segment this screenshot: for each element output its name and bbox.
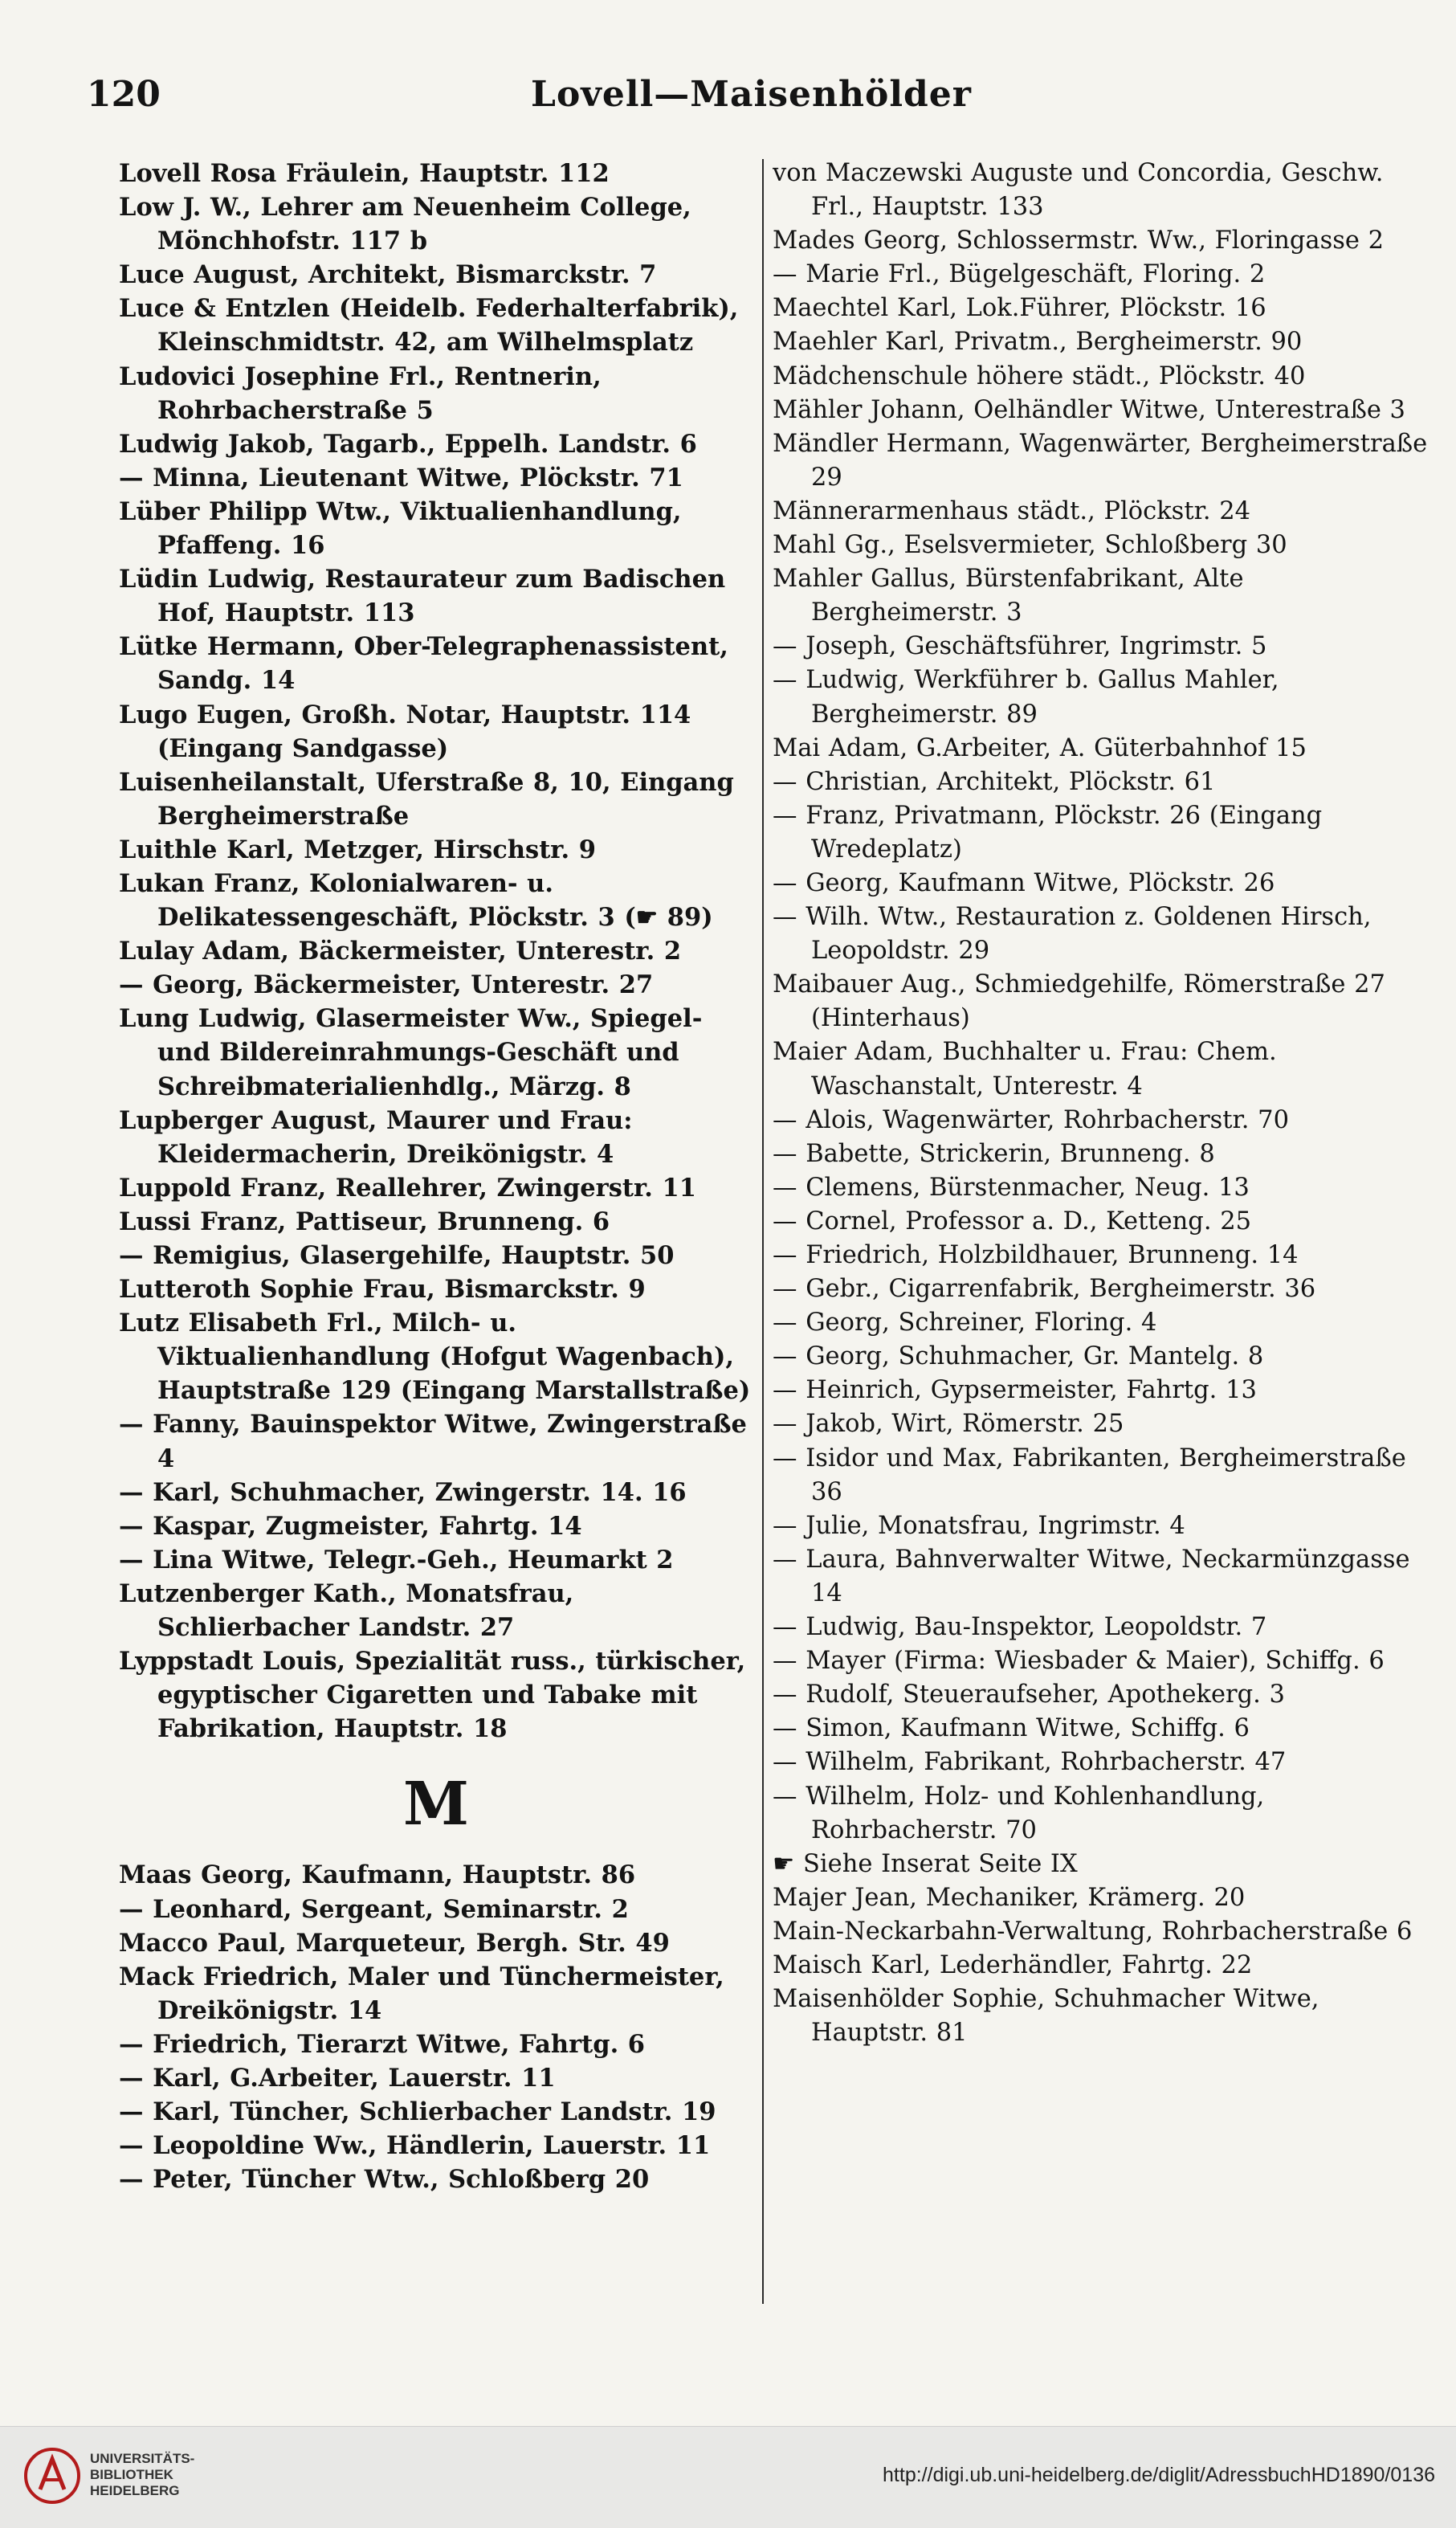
directory-entry: Ludwig Jakob, Tagarb., Eppelh. Landstr. 6 xyxy=(119,429,697,459)
directory-entry: — Minna, Lieutenant Witwe, Plöckstr. 71 xyxy=(119,463,683,492)
directory-entry: — Remigius, Glasergehilfe, Hauptstr. 50 xyxy=(119,1241,675,1270)
directory-entry: Maier Adam, Buchhalter u. Frau: Chem. Waschanstalt, Unterestr. 4 xyxy=(773,1038,1277,1101)
directory-entry: Lupberger August, Maurer und Frau: Kleidermacherin, Dreikönigstr. 4 xyxy=(119,1105,633,1169)
directory-entry: Luisenheilanstalt, Uferstraße 8, 10, Eingang Bergheimerstraße xyxy=(119,767,734,831)
directory-entry: Mähler Johann, Oelhändler Witwe, Unterestraße 3 xyxy=(773,395,1405,424)
directory-entry: Luithle Karl, Metzger, Hirschstr. 9 xyxy=(119,835,597,864)
library-logo-icon xyxy=(21,2444,84,2507)
directory-entry: Lutz Elisabeth Frl., Milch- u. Viktualienhandlung (Hofgut Wagenbach), Hauptstraße 129 (Eingang Marstallstraße) xyxy=(119,1309,751,1406)
directory-entry: — Mayer (Firma: Wiesbader & Maier), Schiffg. 6 xyxy=(773,1647,1385,1676)
directory-entry: Majer Jean, Mechaniker, Krämerg. 20 xyxy=(773,1883,1246,1912)
directory-entry: — Karl, Schuhmacher, Zwingerstr. 14. 16 xyxy=(119,1477,687,1507)
directory-entry: Luce & Entzlen (Heidelb. Federhalterfabrik), Kleinschmidtstr. 42, am Wilhelmsplatz xyxy=(119,294,739,357)
directory-entry: ☛ Siehe Inserat Seite IX xyxy=(773,1849,1078,1878)
directory-entry: Luce August, Architekt, Bismarckstr. 7 xyxy=(119,260,657,290)
directory-entry: — Jakob, Wirt, Römerstr. 25 xyxy=(773,1410,1124,1439)
directory-entry: — Georg, Kaufmann Witwe, Plöckstr. 26 xyxy=(773,868,1275,897)
running-head: Lovell—Maisenhölder xyxy=(531,74,972,115)
directory-entry: Macco Paul, Marqueteur, Bergh. Str. 49 xyxy=(119,1928,670,1958)
directory-entry: — Karl, Tüncher, Schlierbacher Landstr. 19 xyxy=(119,2097,716,2127)
page-header xyxy=(87,67,1416,125)
directory-entry: Lung Ludwig, Glasermeister Ww., Spiegel- und Bildereinrahmungs-Geschäft und Schreibmaterialienhdlg., Märzg. 8 xyxy=(119,1004,703,1101)
directory-entry: — Laura, Bahnverwalter Witwe, Neckarmünzgasse 14 xyxy=(773,1545,1410,1607)
directory-entry: Mades Georg, Schlossermstr. Ww., Floringasse 2 xyxy=(773,227,1385,255)
column-divider xyxy=(762,159,764,2304)
directory-entry: Luppold Franz, Reallehrer, Zwingerstr. 11 xyxy=(119,1173,696,1203)
directory-entry: Ludovici Josephine Frl., Rentnerin, Rohrbacherstraße 5 xyxy=(119,361,602,425)
directory-entry: Mahl Gg., Eselsvermieter, Schloßberg 30 xyxy=(773,531,1287,560)
directory-entry: Lutteroth Sophie Frau, Bismarckstr. 9 xyxy=(119,1275,646,1305)
directory-entry: Maibauer Aug., Schmiedgehilfe, Römerstraße 27 (Hinterhaus) xyxy=(773,970,1385,1033)
directory-entry: — Clemens, Bürstenmacher, Neug. 13 xyxy=(773,1173,1250,1202)
directory-entry: Lütke Hermann, Ober-Telegraphenassistent, Sandg. 14 xyxy=(119,632,728,696)
directory-entry: — Friedrich, Holzbildhauer, Brunneng. 14 xyxy=(773,1241,1299,1269)
directory-entry: — Friedrich, Tierarzt Witwe, Fahrtg. 6 xyxy=(119,2029,646,2059)
directory-entry: — Georg, Bäckermeister, Unterestr. 27 xyxy=(119,970,654,1000)
directory-entry: — Joseph, Geschäftsführer, Ingrimstr. 5 xyxy=(773,632,1267,661)
directory-entry: Lüber Philipp Wtw., Viktualienhandlung, Pfaffeng. 16 xyxy=(119,496,682,561)
directory-entry: Maisenhölder Sophie, Schuhmacher Witwe, Hauptstr. 81 xyxy=(773,1985,1319,2048)
directory-entry: — Peter, Tüncher Wtw., Schloßberg 20 xyxy=(119,2165,650,2195)
directory-entry: Lugo Eugen, Großh. Notar, Hauptstr. 114 (Eingang Sandgasse) xyxy=(119,700,691,763)
right-column xyxy=(773,157,1431,2354)
directory-entry: Lukan Franz, Kolonialwaren- u. Delikatessengeschäft, Plöckstr. 3 (☛ 89) xyxy=(119,868,713,933)
directory-entry: Lussi Franz, Pattiseur, Brunneng. 6 xyxy=(119,1207,610,1236)
directory-entry: Lutzenberger Kath., Monatsfrau, Schlierbacher Landstr. 27 xyxy=(119,1578,574,1643)
section-letter: M xyxy=(403,1770,469,1840)
directory-entry: — Franz, Privatmann, Plöckstr. 26 (Eingang Wredeplatz) xyxy=(773,801,1323,864)
directory-entry: Mahler Gallus, Bürstenfabrikant, Alte Bergheimerstr. 3 xyxy=(773,565,1244,627)
directory-entry: Main-Neckarbahn-Verwaltung, Rohrbacherstraße 6 xyxy=(773,1917,1413,1946)
directory-entry: Maehler Karl, Privatm., Bergheimerstr. 90 xyxy=(773,328,1303,357)
directory-entry: — Wilhelm, Holz- und Kohlenhandlung, Rohrbacherstr. 70 xyxy=(773,1782,1265,1844)
directory-entry: — Wilh. Wtw., Restauration z. Goldenen Hirsch, Leopoldstr. 29 xyxy=(773,903,1372,966)
directory-entry: — Rudolf, Steueraufseher, Apothekerg. 3 xyxy=(773,1681,1285,1709)
directory-entry: — Simon, Kaufmann Witwe, Schiffg. 6 xyxy=(773,1714,1250,1743)
directory-entry: — Christian, Architekt, Plöckstr. 61 xyxy=(773,767,1216,796)
directory-entry: Lulay Adam, Bäckermeister, Unterestr. 2 xyxy=(119,937,682,966)
source-url-link[interactable]: http://digi.ub.uni-heidelberg.de/diglit/AdressbuchHD1890/0136 xyxy=(883,2464,1435,2486)
directory-entry: Mai Adam, G.Arbeiter, A. Güterbahnhof 15 xyxy=(773,733,1307,762)
directory-entry: Mädchenschule höhere städt., Plöckstr. 40 xyxy=(773,361,1306,390)
directory-entry: — Cornel, Professor a. D., Ketteng. 25 xyxy=(773,1207,1252,1235)
directory-entry: Maisch Karl, Lederhändler, Fahrtg. 22 xyxy=(773,1950,1253,1979)
directory-entry: — Heinrich, Gypsermeister, Fahrtg. 13 xyxy=(773,1376,1257,1405)
directory-entry: Lyppstadt Louis, Spezialität russ., türkischer, egyptischer Cigaretten und Tabake mit Fabrikation, Hauptstr. 18 xyxy=(119,1647,746,1744)
library-name: UNIVERSITÄTS- BIBLIOTHEK HEIDELBERG xyxy=(90,2451,195,2498)
directory-entry: Lüdin Ludwig, Restaurateur zum Badischen Hof, Hauptstr. 113 xyxy=(119,565,726,628)
page-footer xyxy=(0,2426,1456,2528)
directory-entry: Mändler Hermann, Wagenwärter, Bergheimerstraße 29 xyxy=(773,429,1428,492)
directory-entry: — Marie Frl., Bügelgeschäft, Floring. 2 xyxy=(773,260,1266,289)
left-column xyxy=(119,157,753,2354)
directory-entry: — Gebr., Cigarrenfabrik, Bergheimerstr. 36 xyxy=(773,1275,1316,1304)
directory-entry: — Leopoldine Ww., Händlerin, Lauerstr. 11 xyxy=(119,2131,711,2161)
directory-entry: — Leonhard, Sergeant, Seminarstr. 2 xyxy=(119,1894,629,1924)
directory-entry: — Julie, Monatsfrau, Ingrimstr. 4 xyxy=(773,1511,1185,1540)
directory-entry: — Karl, G.Arbeiter, Lauerstr. 11 xyxy=(119,2063,556,2093)
directory-entry: — Lina Witwe, Telegr.-Geh., Heumarkt 2 xyxy=(119,1545,674,1574)
directory-entry: Mack Friedrich, Maler und Tünchermeister, Dreikönigstr. 14 xyxy=(119,1962,724,2025)
directory-entry: — Georg, Schuhmacher, Gr. Mantelg. 8 xyxy=(773,1342,1264,1371)
directory-entry: Männerarmenhaus städt., Plöckstr. 24 xyxy=(773,496,1251,525)
directory-entry: Low J. W., Lehrer am Neuenheim College, Mönchhofstr. 117 b xyxy=(119,193,691,256)
directory-entry: — Isidor und Max, Fabrikanten, Bergheimerstraße 36 xyxy=(773,1444,1406,1506)
directory-entry: — Georg, Schreiner, Floring. 4 xyxy=(773,1309,1157,1338)
directory-entry: Maas Georg, Kaufmann, Hauptstr. 86 xyxy=(119,1860,636,1890)
directory-entry: Lovell Rosa Fräulein, Hauptstr. 112 xyxy=(119,159,610,188)
directory-entry: — Fanny, Bauinspektor Witwe, Zwingerstraße 4 xyxy=(119,1410,747,1473)
directory-entry: — Alois, Wagenwärter, Rohrbacherstr. 70 xyxy=(773,1105,1289,1134)
directory-entry: — Babette, Strickerin, Brunneng. 8 xyxy=(773,1139,1215,1168)
page-number: 120 xyxy=(87,74,161,115)
directory-entry: von Maczewski Auguste und Concordia, Geschw. Frl., Hauptstr. 133 xyxy=(773,159,1384,222)
directory-entry: — Ludwig, Bau-Inspektor, Leopoldstr. 7 xyxy=(773,1613,1267,1642)
directory-entry: — Kaspar, Zugmeister, Fahrtg. 14 xyxy=(119,1511,582,1541)
directory-entry: — Ludwig, Werkführer b. Gallus Mahler, Bergheimerstr. 89 xyxy=(773,666,1279,729)
directory-entry: — Wilhelm, Fabrikant, Rohrbacherstr. 47 xyxy=(773,1748,1287,1777)
directory-entry: Maechtel Karl, Lok.Führer, Plöckstr. 16 xyxy=(773,294,1266,323)
